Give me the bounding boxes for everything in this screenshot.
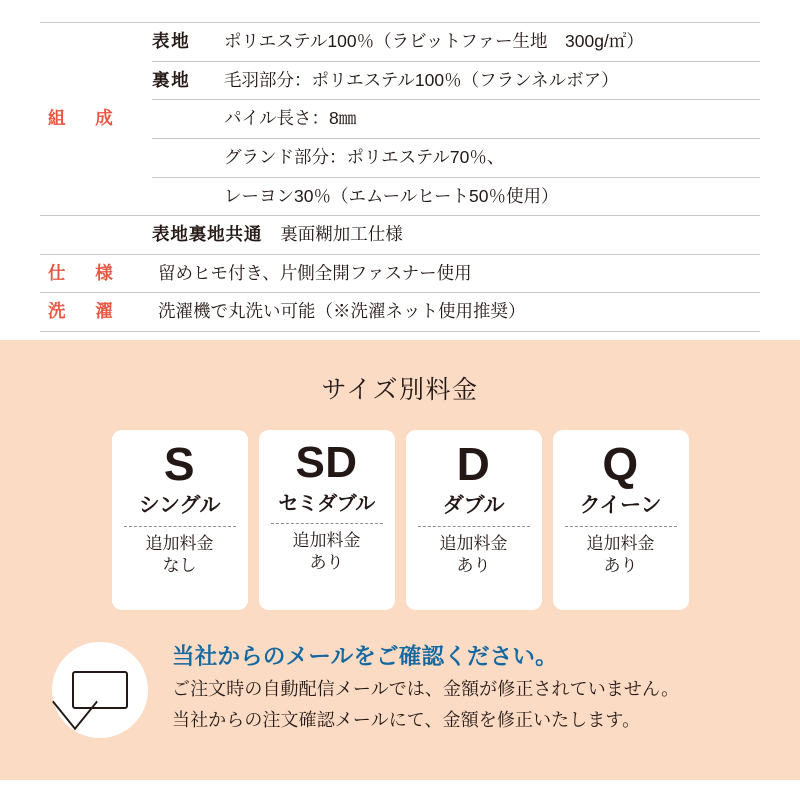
mail-notice-line-1: ご注文時の自動配信メールでは、金額が修正されていません。 bbox=[172, 678, 680, 699]
price-by-size-section bbox=[0, 340, 800, 780]
mail-notice-text bbox=[148, 636, 679, 737]
size-name: クイーン bbox=[579, 494, 662, 518]
spec-common-label: 表地裏地共通 bbox=[152, 224, 263, 245]
size-fee-line1: 追加料金 bbox=[586, 534, 655, 554]
divider bbox=[565, 526, 677, 527]
spec-value-feature: 留めヒモ付き、片側全開ファスナー使用 bbox=[152, 254, 760, 293]
size-fee-line2: なし bbox=[162, 556, 197, 576]
size-name: セミダブル bbox=[278, 493, 375, 516]
size-letter: S bbox=[163, 438, 196, 490]
size-letter: SD bbox=[295, 438, 358, 487]
spec-label-composition: 組 成 bbox=[40, 23, 152, 216]
spec-value-rayon: レーヨン30％（エムールヒート50％使用） bbox=[218, 177, 760, 216]
table-row bbox=[40, 216, 760, 255]
size-name: シングル bbox=[138, 494, 221, 518]
size-fee bbox=[440, 533, 508, 577]
mail-notice-line-2: 当社からの注文確認メールにて、金額を修正いたします。 bbox=[172, 710, 641, 731]
size-letter: Q bbox=[602, 438, 639, 490]
divider bbox=[271, 523, 383, 524]
size-card-s bbox=[112, 430, 248, 610]
mail-notice bbox=[0, 636, 800, 738]
envelope-icon bbox=[72, 671, 128, 709]
table-row bbox=[40, 254, 760, 293]
size-fee-line1: 追加料金 bbox=[292, 531, 361, 551]
size-fee-line1: 追加料金 bbox=[145, 534, 214, 554]
size-fee bbox=[146, 533, 214, 577]
size-card-q bbox=[553, 430, 689, 610]
price-section-title: サイズ別料金 bbox=[321, 376, 479, 404]
size-fee-line2: あり bbox=[309, 553, 344, 573]
spec-sub-outer: 表地 bbox=[152, 23, 218, 62]
divider bbox=[124, 526, 236, 527]
size-card-d bbox=[406, 430, 542, 610]
divider bbox=[418, 526, 530, 527]
size-fee bbox=[293, 530, 361, 574]
spec-sub-empty-3 bbox=[152, 177, 218, 216]
mail-icon-badge bbox=[52, 642, 148, 738]
size-letter: D bbox=[456, 438, 491, 490]
spec-common-row bbox=[152, 216, 760, 255]
size-fee bbox=[587, 533, 655, 577]
spec-value-pile: パイル長さ：8㎜ bbox=[218, 100, 760, 139]
spec-sub-empty-2 bbox=[152, 138, 218, 177]
mail-notice-heading: 当社からのメールをご確認ください。 bbox=[172, 644, 558, 669]
spec-label-wash: 洗 濯 bbox=[40, 293, 152, 332]
spec-common-value: 裏面糊加工仕様 bbox=[280, 224, 403, 245]
bottom-margin bbox=[0, 780, 800, 800]
spec-sub-lining: 裏地 bbox=[152, 61, 218, 100]
size-card-sd bbox=[259, 430, 395, 610]
spec-section bbox=[0, 0, 800, 332]
spec-label-empty bbox=[40, 216, 152, 255]
table-row bbox=[40, 23, 760, 62]
spec-sub-empty-1 bbox=[152, 100, 218, 139]
spec-value-wash: 洗濯機で丸洗い可能（※洗濯ネット使用推奨） bbox=[152, 293, 760, 332]
size-name: ダブル bbox=[442, 494, 505, 518]
size-fee-line2: あり bbox=[603, 556, 638, 576]
spec-value-outer: ポリエステル100％（ラビットファー生地 300g/㎡） bbox=[218, 23, 760, 62]
table-row bbox=[40, 293, 760, 332]
spec-value-lining: 毛羽部分：ポリエステル100％（フランネルボア） bbox=[218, 61, 760, 100]
spec-table bbox=[40, 22, 760, 332]
spec-value-ground: グランド部分：ポリエステル70％、 bbox=[218, 138, 760, 177]
size-fee-line1: 追加料金 bbox=[439, 534, 508, 554]
spec-label-feature: 仕 様 bbox=[40, 254, 152, 293]
size-card-list bbox=[0, 430, 800, 610]
size-fee-line2: あり bbox=[456, 556, 491, 576]
